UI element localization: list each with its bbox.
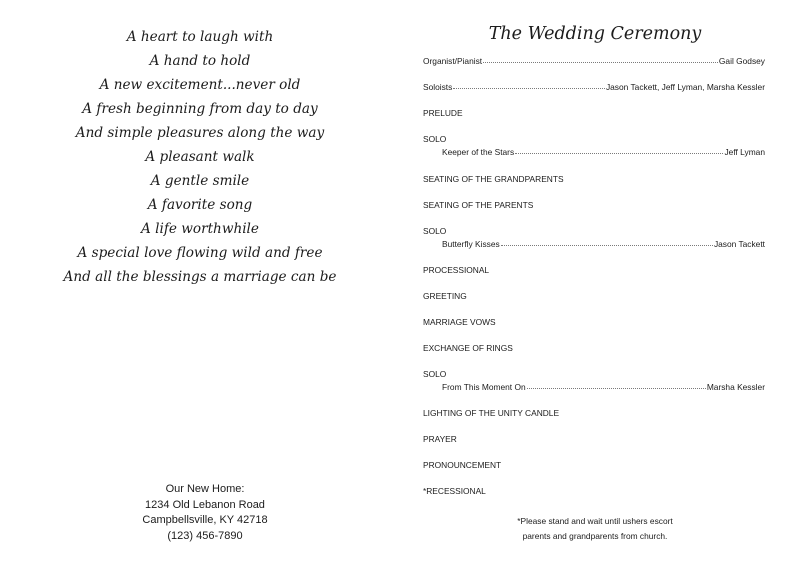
address-city: Campbellsville, KY 42718 [142,514,268,526]
organist-label: Organist/Pianist [423,56,483,66]
poem-line: A hand to hold [149,53,251,69]
soloists-row [423,81,765,93]
program-item-processional: PROCESSIONAL [423,265,490,275]
program-item-recessional: *RECESSIONAL [423,486,486,496]
dot-leader [483,59,718,63]
poem [60,27,340,291]
solo-row [442,238,765,250]
solo-heading: SOLO [423,226,447,236]
performer-name: Jason Tackett [713,239,765,249]
dot-leader [527,385,706,389]
organist-row [423,55,765,67]
recessional-note [480,514,710,543]
organist-name: Gail Godsey [718,56,765,66]
dot-leader [453,85,605,89]
dot-leader [501,242,713,246]
program-item-seating-parents: SEATING OF THE PARENTS [423,200,534,210]
poem-line: A pleasant walk [145,149,255,165]
program-item-marriage-vows: MARRIAGE VOWS [423,317,496,327]
address-heading: Our New Home: [165,483,245,495]
new-home-address [95,482,315,544]
solo-heading: SOLO [423,369,447,379]
poem-line: A gentle smile [150,173,250,189]
poem-line: And all the blessings a marriage can be [63,269,337,285]
song-title: Butterfly Kisses [442,239,500,249]
program-item-prelude: PRELUDE [423,108,463,118]
solo-row [442,146,765,158]
performer-name: Marsha Kessler [706,382,765,392]
dot-leader [515,150,723,154]
poem-line: A new excitement...never old [99,77,301,93]
program-item-pronouncement: PRONOUNCEMENT [423,460,502,470]
program-item-seating-grandparents: SEATING OF THE GRANDPARENTS [423,174,564,184]
program-item-unity-candle: LIGHTING OF THE UNITY CANDLE [423,408,560,418]
poem-line: A life worthwhile [141,221,259,237]
song-title: Keeper of the Stars [442,147,515,157]
address-phone: (123) 456-7890 [167,529,243,542]
poem-line: A heart to laugh with [126,29,274,45]
poem-line: A favorite song [147,197,253,213]
note-line: *Please stand and wait until ushers escort [517,516,673,526]
ceremony-title: The Wedding Ceremony [488,24,702,44]
solo-row [442,381,765,393]
soloists-names: Jason Tackett, Jeff Lyman, Marsha Kessler [605,82,765,92]
program-item-prayer: PRAYER [423,434,457,444]
address-street: 1234 Old Lebanon Road [145,498,265,511]
performer-name: Jeff Lyman [724,147,765,157]
solo-heading: SOLO [423,134,447,144]
song-title: From This Moment On [442,382,526,392]
poem-line: A special love flowing wild and free [77,245,323,261]
program-item-exchange-of-rings: EXCHANGE OF RINGS [423,343,513,353]
soloists-label: Soloists [423,82,453,92]
poem-line: A fresh beginning from day to day [82,101,318,117]
program-item-greeting: GREETING [423,291,467,301]
poem-line: And simple pleasures along the way [75,125,325,141]
note-line: parents and grandparents from church. [522,530,668,541]
